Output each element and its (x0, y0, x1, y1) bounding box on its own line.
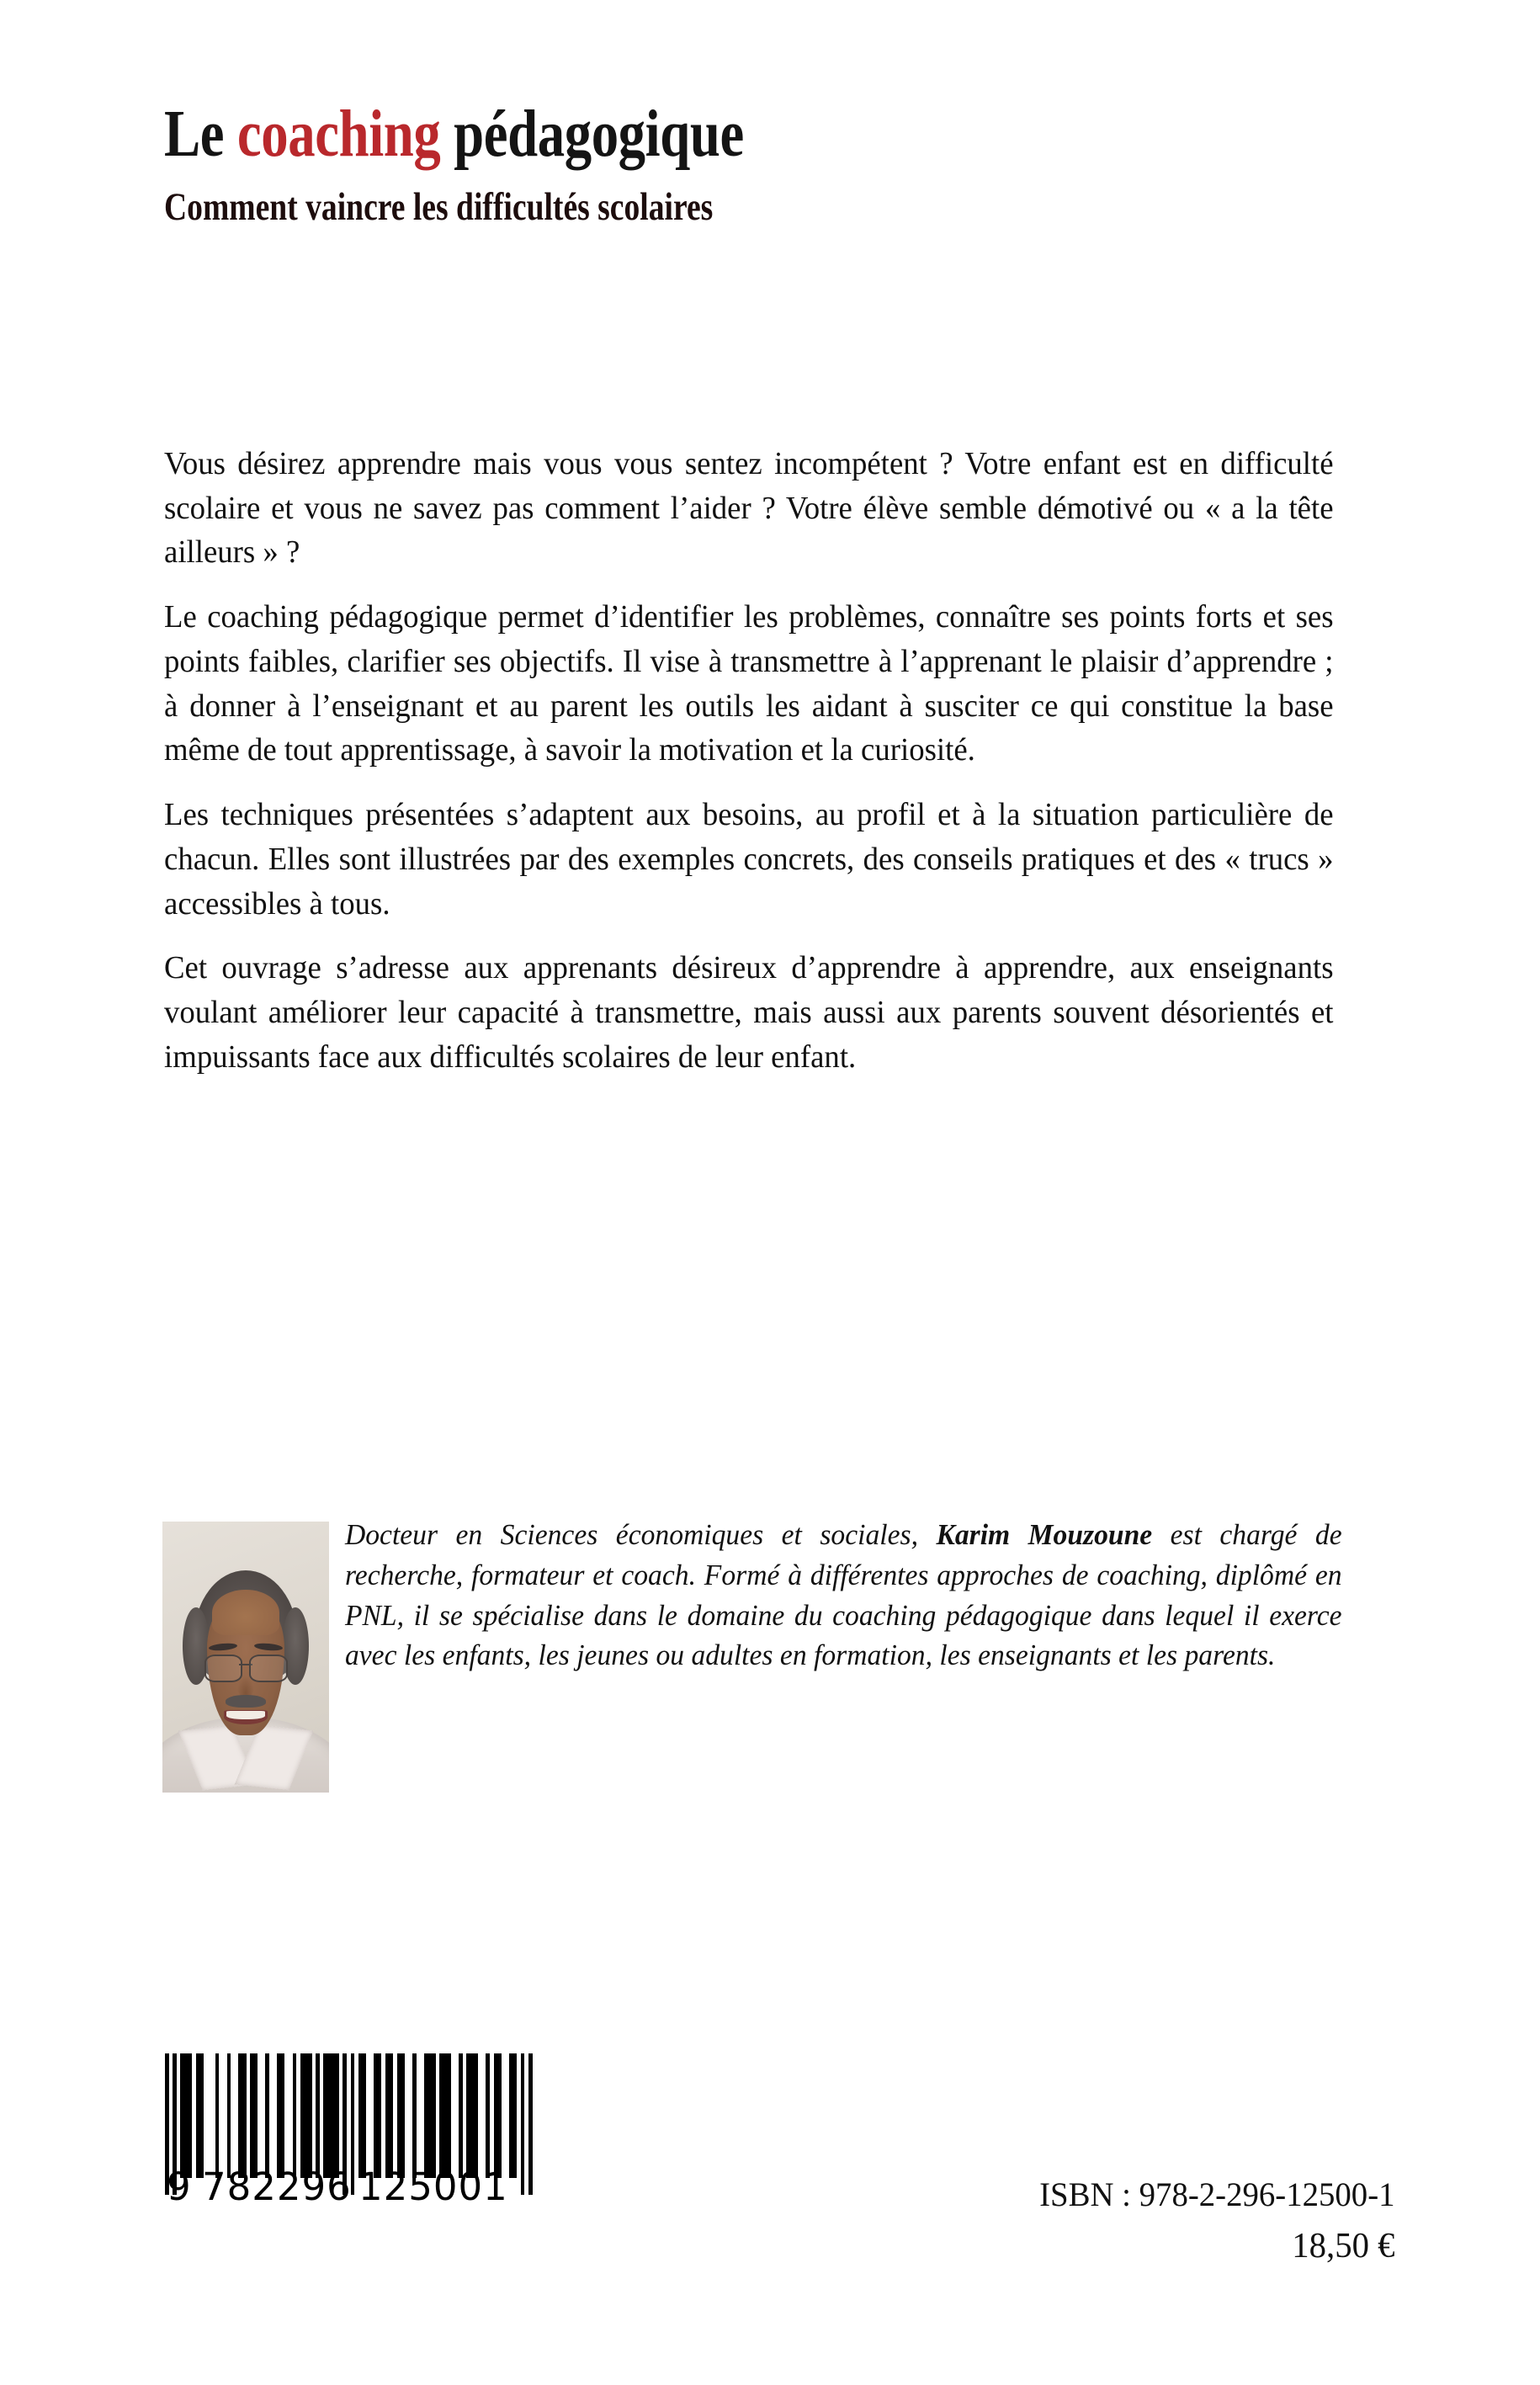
photo-teeth (226, 1711, 264, 1719)
barcode-digits-left: 782296 (202, 2165, 352, 2209)
barcode-digits-right: 125001 (358, 2165, 508, 2209)
title-accent-word: coaching (236, 98, 441, 171)
photo-moustache (226, 1695, 266, 1707)
barcode-bar (366, 2053, 374, 2178)
barcode-bar (300, 2053, 312, 2178)
author-name: Karim Mouzoune (936, 1518, 1153, 1551)
barcode-bar (196, 2053, 204, 2178)
blurb-paragraph: Les techniques présentées s’adaptent aux besoins, au profil et à la situation particulière de chacun. Elles sont illustrées par des exemples concrets, des conseils pratiques et des « trucs » accessibles à tous. (164, 797, 1334, 922)
barcode-bar (358, 2053, 366, 2178)
isbn-text: ISBN : 978-2-296-12500-1 (1039, 2175, 1395, 2213)
barcode-bar (323, 2053, 338, 2178)
barcode-bar (424, 2053, 436, 2178)
page-subtitle: Comment vaincre les difficultés scolaires (164, 185, 714, 229)
title-prefix: Le (164, 98, 237, 171)
barcode-bar (250, 2053, 258, 2178)
barcode-bar (277, 2053, 284, 2178)
barcode-bar (417, 2053, 424, 2178)
blurb-paragraph: Vous désirez apprendre mais vous vous sentez incompétent ? Votre enfant est en difficulté scolaire et vous ne savez pas comment l’aider ? Votre élève semble démotivé ou « a la tête ailleurs » ? (164, 446, 1334, 571)
barcode-bar (502, 2053, 509, 2178)
barcode (165, 2053, 534, 2210)
barcode-digit-first: 9 (167, 2165, 192, 2209)
title-suffix: pédagogique (440, 98, 744, 171)
author-bio-intro: Docteur en Sciences économiques et sociales, (344, 1518, 937, 1551)
barcode-bar (258, 2053, 265, 2178)
barcode-bar (405, 2053, 412, 2178)
barcode-bar (439, 2053, 451, 2178)
barcode-bar (238, 2053, 246, 2178)
barcode-bar (269, 2053, 277, 2178)
author-bio-rest: est chargé de recherche, formateur et coach. Formé à différentes approches de coaching, diplômé en PNL, il se spécialise dans le domaine du coaching pédagogique dans lequel il exerce avec les enfants, les jeunes ou adultes en formation, les enseignants et les parents. (344, 1518, 1342, 1672)
barcode-bar (494, 2053, 502, 2178)
barcode-bar (204, 2053, 215, 2178)
barcode-bar (374, 2053, 381, 2178)
blurb-text (164, 442, 1389, 1080)
barcode-bars (165, 2053, 534, 2178)
author-block (162, 1515, 1391, 1798)
barcode-digits (165, 2165, 534, 2210)
barcode-bar (231, 2053, 238, 2178)
title-block (164, 98, 1410, 229)
barcode-bar (478, 2053, 486, 2178)
barcode-bar (451, 2053, 459, 2178)
barcode-bar (466, 2053, 478, 2178)
barcode-bar (385, 2053, 393, 2178)
barcode-bar (397, 2053, 405, 2178)
price-text: 18,50 € (1292, 2227, 1395, 2266)
barcode-bar (219, 2053, 226, 2178)
blurb-paragraph: Le coaching pédagogique permet d’identifier les problèmes, connaître ses points forts et ses points faibles, clarifier ses objectifs. Il vise à transmettre à l’apprenant le plaisir d’apprendre ; à donner à l’enseignant et au parent les outils les aidant à susciter ce qui constitue la base même de tout apprentissage, à savoir la motivation et la curiosité. (164, 599, 1334, 768)
blurb-paragraph: Cet ouvrage s’adresse aux apprenants désireux d’apprendre à apprendre, aux enseignants voulant améliorer leur capacité à transmettre, mais aussi aux parents souvent désorientés et impuissants face aux difficultés scolaires de leur enfant. (164, 950, 1334, 1075)
page-title (164, 98, 1186, 171)
isbn-price-block (1028, 2175, 1395, 2268)
barcode-bar (509, 2053, 517, 2178)
barcode-bar (180, 2053, 192, 2178)
author-bio (162, 1515, 1342, 1676)
barcode-bar (284, 2053, 292, 2178)
